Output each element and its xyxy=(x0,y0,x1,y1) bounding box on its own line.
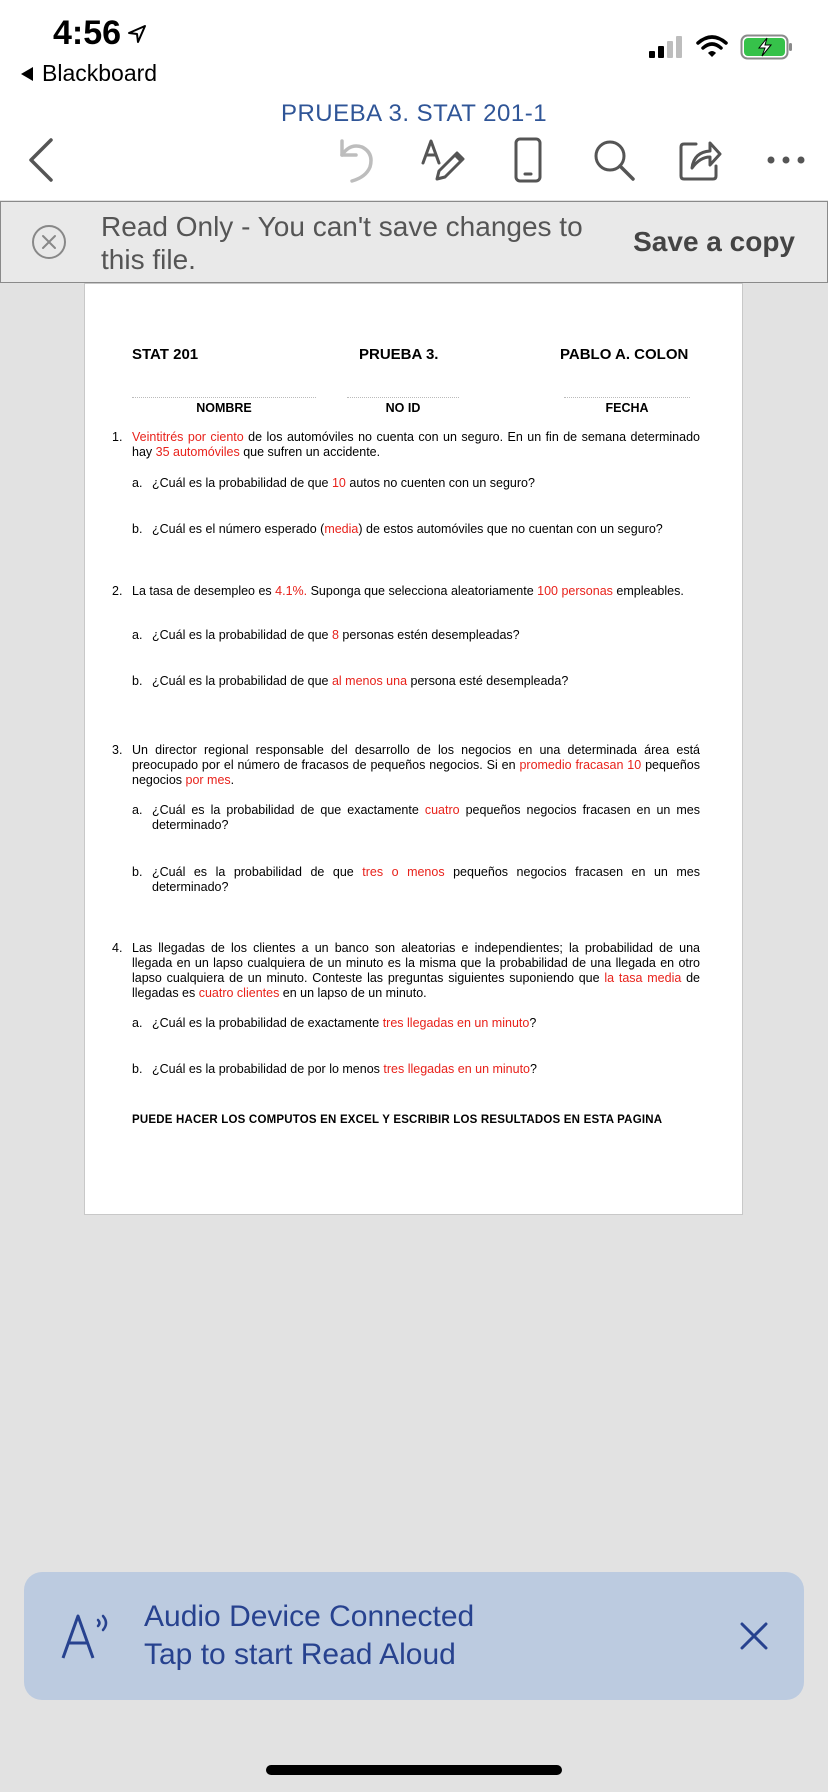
toast-title: Audio Device Connected xyxy=(144,1600,475,1633)
text-format-pen-icon xyxy=(419,137,465,183)
share-button[interactable] xyxy=(674,134,726,186)
course-label: STAT 201 xyxy=(132,346,199,363)
wifi-icon xyxy=(696,35,728,59)
back-to-app-link[interactable] xyxy=(20,60,157,87)
test-label: PRUEBA 3. xyxy=(359,346,439,363)
more-options-button[interactable] xyxy=(760,134,812,186)
cellular-signal-icon xyxy=(648,35,684,59)
close-toast-icon[interactable] xyxy=(734,1616,774,1656)
undo-icon xyxy=(336,137,380,183)
back-app-label: Blackboard xyxy=(42,60,158,86)
app-header xyxy=(0,0,828,200)
search-icon xyxy=(592,138,636,182)
question-3: 3. Un director regional responsable del desarrollo de los negocios en una determinada área está preocupado por el número de fracasos de pequeños negocios. Si en promedio fracasan 10 pequeños negocios por mes. xyxy=(112,743,700,787)
undo-button[interactable] xyxy=(332,134,384,186)
question-4: 4. Las llegadas de los clientes a un banco son aleatorias e independientes; la probabilidad de una llegada en un lapso cualquiera de un minuto es la misma que la probabilidad de una llegada en otro lapso cualquiera de un minuto. Conteste las preguntas siguientes suponiendo que la tasa media de llegadas es cuatro clientes en un lapso de un minuto. xyxy=(112,941,700,1000)
read-only-banner xyxy=(0,201,828,283)
question-2b: b. ¿Cuál es la probabilidad de que al menos una persona esté desempleada? xyxy=(132,674,569,688)
question-4b: b. ¿Cuál es la probabilidad de por lo menos tres llegadas en un minuto? xyxy=(132,1062,537,1076)
footer-instructions: PUEDE HACER LOS COMPUTOS EN EXCEL Y ESCRIBIR LOS RESULTADOS EN ESTA PAGINA xyxy=(132,1114,663,1126)
toast-subtitle: Tap to start Read Aloud xyxy=(144,1638,456,1671)
save-a-copy-button[interactable]: Save a copy xyxy=(633,226,795,257)
question-1: 1. Veintitrés por ciento de los automóviles no cuenta con un seguro. En un fin de semana determinado hay 35 automóviles que sufren un accidente. xyxy=(112,430,700,459)
battery-charging-icon xyxy=(740,34,794,60)
read-only-message: Read Only - You can't save changes to this file. xyxy=(101,211,583,275)
back-triangle-icon xyxy=(20,66,34,82)
time-text: 4:56 xyxy=(53,14,122,52)
question-1b: b. ¿Cuál es el número esperado (media) de estos automóviles que no cuentan con un seguro? xyxy=(132,522,663,536)
question-3a: a. ¿Cuál es la probabilidad de que exactamente cuatro pequeños negocios fracasen en un mes determinado? xyxy=(132,803,700,832)
status-time xyxy=(53,14,147,53)
mobile-view-button[interactable] xyxy=(502,134,554,186)
question-number: 1. xyxy=(112,430,123,444)
chevron-left-icon xyxy=(27,138,57,182)
question-2a: a. ¿Cuál es la probabilidad de que 8 personas estén desempleadas? xyxy=(132,628,520,642)
question-3b: b. ¿Cuál es la probabilidad de que tres o menos pequeños negocios fracasen en un mes determinado? xyxy=(132,865,701,894)
location-arrow-icon xyxy=(127,24,147,44)
field-fecha: FECHA xyxy=(564,397,690,415)
read-aloud-toast[interactable] xyxy=(24,1572,804,1700)
phone-view-icon xyxy=(513,136,543,184)
back-button[interactable] xyxy=(16,134,68,186)
share-icon xyxy=(678,138,722,182)
question-1a: a. ¿Cuál es la probabilidad de que 10 autos no cuenten con un seguro? xyxy=(132,476,535,490)
format-text-button[interactable] xyxy=(416,134,468,186)
home-indicator[interactable] xyxy=(266,1765,562,1775)
document-title: PRUEBA 3. STAT 201-1 xyxy=(280,100,548,127)
dismiss-banner-icon[interactable] xyxy=(31,224,67,260)
more-horizontal-icon xyxy=(766,155,806,165)
professor-label: PABLO A. COLON xyxy=(560,346,689,363)
read-aloud-icon xyxy=(60,1612,116,1660)
field-id: NO ID xyxy=(347,397,459,415)
field-nombre: NOMBRE xyxy=(132,397,316,415)
status-icons xyxy=(648,34,794,60)
search-button[interactable] xyxy=(588,134,640,186)
question-4a: a. ¿Cuál es la probabilidad de exactamente tres llegadas en un minuto? xyxy=(132,1016,537,1030)
document-page xyxy=(85,284,742,1214)
question-2: 2. La tasa de desempleo es 4.1%. Suponga que selecciona aleatoriamente 100 personas empleables. xyxy=(112,584,684,598)
